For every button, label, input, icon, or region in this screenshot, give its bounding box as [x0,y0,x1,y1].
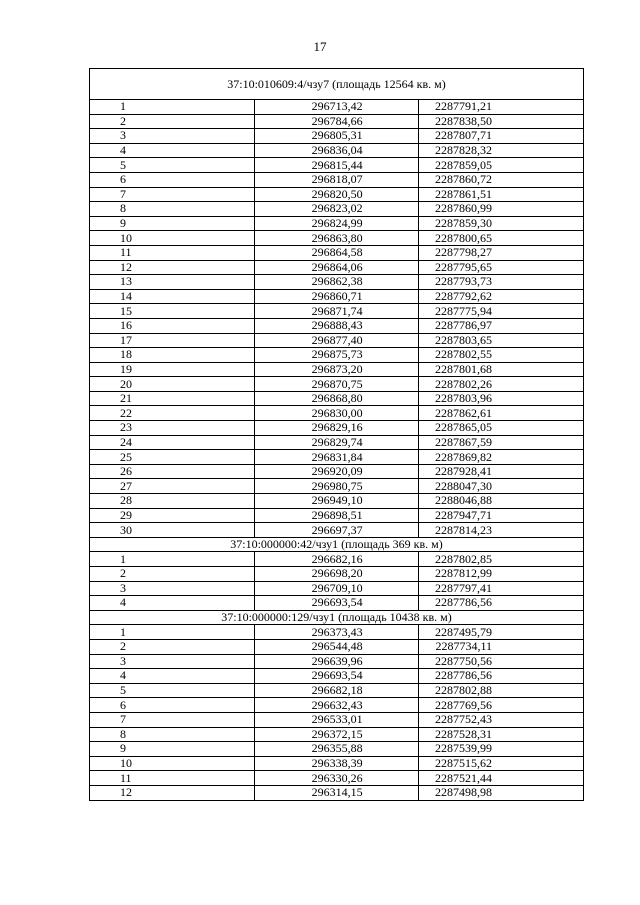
table-row [90,464,584,479]
x-coordinate-cell: 296868,80 [254,391,419,406]
point-number-cell: 3 [90,129,255,144]
point-number-cell: 3 [90,581,255,596]
x-coordinate-cell: 296823,02 [254,202,419,217]
y-coordinate-cell: 2287750,56 [419,654,584,669]
table-row [90,187,584,202]
point-number-cell: 8 [90,202,255,217]
point-number-cell: 1 [90,100,255,115]
point-number-cell: 4 [90,596,255,611]
table-row [90,639,584,654]
point-number-cell: 18 [90,348,255,363]
x-coordinate-cell: 296875,73 [254,348,419,363]
y-coordinate-cell: 2287803,65 [419,333,584,348]
point-number-cell: 11 [90,771,255,786]
point-number-cell: 11 [90,245,255,260]
y-coordinate-cell: 2287539,99 [419,742,584,757]
table-row [90,523,584,538]
table-row [90,756,584,771]
point-number-cell: 7 [90,187,255,202]
x-coordinate-cell: 296544,48 [254,639,419,654]
y-coordinate-cell: 2287791,21 [419,100,584,115]
y-coordinate-cell: 2287807,71 [419,129,584,144]
y-coordinate-cell: 2287862,61 [419,406,584,421]
point-number-cell: 19 [90,362,255,377]
x-coordinate-cell: 296632,43 [254,698,419,713]
y-coordinate-cell: 2287812,99 [419,567,584,582]
x-coordinate-cell: 296862,38 [254,275,419,290]
point-number-cell: 1 [90,625,255,640]
x-coordinate-cell: 296829,74 [254,435,419,450]
x-coordinate-cell: 296709,10 [254,581,419,596]
y-coordinate-cell: 2287861,51 [419,187,584,202]
x-coordinate-cell: 296682,18 [254,683,419,698]
table-row [90,377,584,392]
y-coordinate-cell: 2288047,30 [419,479,584,494]
point-number-cell: 5 [90,683,255,698]
point-number-cell: 7 [90,712,255,727]
y-coordinate-cell: 2287803,96 [419,391,584,406]
x-coordinate-cell: 296338,39 [254,756,419,771]
point-number-cell: 29 [90,508,255,523]
table-row [90,654,584,669]
table-row [90,712,584,727]
section-title: 37:10:010609:4/чзу7 (площадь 12564 кв. м) [90,69,584,100]
point-number-cell: 6 [90,172,255,187]
table-row [90,158,584,173]
x-coordinate-cell: 296533,01 [254,712,419,727]
table-row [90,669,584,684]
table-row [90,231,584,246]
section-header-row [90,610,584,625]
point-number-cell: 10 [90,231,255,246]
point-number-cell: 30 [90,523,255,538]
point-number-cell: 1 [90,552,255,567]
x-coordinate-cell: 296860,71 [254,289,419,304]
y-coordinate-cell: 2287528,31 [419,727,584,742]
x-coordinate-cell: 296698,20 [254,567,419,582]
table-row [90,435,584,450]
y-coordinate-cell: 2287814,23 [419,523,584,538]
x-coordinate-cell: 296949,10 [254,494,419,509]
point-number-cell: 28 [90,494,255,509]
point-number-cell: 23 [90,421,255,436]
point-number-cell: 9 [90,742,255,757]
x-coordinate-cell: 296877,40 [254,333,419,348]
table-row [90,698,584,713]
point-number-cell: 12 [90,785,255,800]
x-coordinate-cell: 296920,09 [254,464,419,479]
y-coordinate-cell: 2287838,50 [419,114,584,129]
point-number-cell: 12 [90,260,255,275]
point-number-cell: 5 [90,158,255,173]
table-row [90,771,584,786]
table-row [90,625,584,640]
x-coordinate-cell: 296863,80 [254,231,419,246]
table-row [90,304,584,319]
y-coordinate-cell: 2287769,56 [419,698,584,713]
table-row [90,129,584,144]
section-header-row [90,69,584,100]
y-coordinate-cell: 2287859,05 [419,158,584,173]
table-row [90,245,584,260]
table-row [90,362,584,377]
section-header-row [90,537,584,552]
x-coordinate-cell: 296330,26 [254,771,419,786]
x-coordinate-cell: 296824,99 [254,216,419,231]
x-coordinate-cell: 296820,50 [254,187,419,202]
point-number-cell: 26 [90,464,255,479]
point-number-cell: 8 [90,727,255,742]
x-coordinate-cell: 296373,43 [254,625,419,640]
y-coordinate-cell: 2287752,43 [419,712,584,727]
y-coordinate-cell: 2287786,56 [419,669,584,684]
table-row [90,421,584,436]
point-number-cell: 10 [90,756,255,771]
point-number-cell: 24 [90,435,255,450]
table-row [90,552,584,567]
table-row [90,172,584,187]
y-coordinate-cell: 2287947,71 [419,508,584,523]
point-number-cell: 2 [90,567,255,582]
y-coordinate-cell: 2287793,73 [419,275,584,290]
point-number-cell: 4 [90,143,255,158]
y-coordinate-cell: 2287515,62 [419,756,584,771]
y-coordinate-cell: 2287860,72 [419,172,584,187]
point-number-cell: 3 [90,654,255,669]
x-coordinate-cell: 296713,42 [254,100,419,115]
x-coordinate-cell: 296864,06 [254,260,419,275]
point-number-cell: 14 [90,289,255,304]
x-coordinate-cell: 296639,96 [254,654,419,669]
section-title: 37:10:000000:129/чзу1 (площадь 10438 кв. м) [90,610,584,625]
x-coordinate-cell: 296830,00 [254,406,419,421]
page-number: 17 [313,39,327,54]
y-coordinate-cell: 2287828,32 [419,143,584,158]
point-number-cell: 16 [90,318,255,333]
y-coordinate-cell: 2287802,85 [419,552,584,567]
y-coordinate-cell: 2287802,88 [419,683,584,698]
table-row [90,318,584,333]
y-coordinate-cell: 2287800,65 [419,231,584,246]
x-coordinate-cell: 296784,66 [254,114,419,129]
y-coordinate-cell: 2287869,82 [419,450,584,465]
x-coordinate-cell: 296870,75 [254,377,419,392]
table-row [90,275,584,290]
x-coordinate-cell: 296355,88 [254,742,419,757]
y-coordinate-cell: 2287867,59 [419,435,584,450]
table-row [90,348,584,363]
table-row [90,727,584,742]
y-coordinate-cell: 2287798,27 [419,245,584,260]
point-number-cell: 4 [90,669,255,684]
y-coordinate-cell: 2287795,65 [419,260,584,275]
point-number-cell: 13 [90,275,255,290]
point-number-cell: 15 [90,304,255,319]
x-coordinate-cell: 296864,58 [254,245,419,260]
y-coordinate-cell: 2287792,62 [419,289,584,304]
table-row [90,391,584,406]
y-coordinate-cell: 2287786,56 [419,596,584,611]
table-row [90,683,584,698]
x-coordinate-cell: 296888,43 [254,318,419,333]
x-coordinate-cell: 296898,51 [254,508,419,523]
x-coordinate-cell: 296873,20 [254,362,419,377]
x-coordinate-cell: 296697,37 [254,523,419,538]
x-coordinate-cell: 296871,74 [254,304,419,319]
x-coordinate-cell: 296818,07 [254,172,419,187]
x-coordinate-cell: 296682,16 [254,552,419,567]
table-row [90,100,584,115]
y-coordinate-cell: 2287786,97 [419,318,584,333]
y-coordinate-cell: 2287797,41 [419,581,584,596]
point-number-cell: 25 [90,450,255,465]
y-coordinate-cell: 2287860,99 [419,202,584,217]
point-number-cell: 2 [90,114,255,129]
table-row [90,479,584,494]
table-row [90,742,584,757]
y-coordinate-cell: 2287498,98 [419,785,584,800]
y-coordinate-cell: 2287928,41 [419,464,584,479]
table-row [90,581,584,596]
table-row [90,508,584,523]
table-row [90,289,584,304]
point-number-cell: 9 [90,216,255,231]
point-number-cell: 20 [90,377,255,392]
y-coordinate-cell: 2287775,94 [419,304,584,319]
table-row [90,567,584,582]
x-coordinate-cell: 296980,75 [254,479,419,494]
x-coordinate-cell: 296314,15 [254,785,419,800]
table-row [90,406,584,421]
x-coordinate-cell: 296372,15 [254,727,419,742]
table-row [90,785,584,800]
y-coordinate-cell: 2287521,44 [419,771,584,786]
y-coordinate-cell: 2288046,88 [419,494,584,509]
table-row [90,114,584,129]
table-row [90,596,584,611]
x-coordinate-cell: 296836,04 [254,143,419,158]
table-row [90,333,584,348]
x-coordinate-cell: 296829,16 [254,421,419,436]
table-row [90,260,584,275]
point-number-cell: 22 [90,406,255,421]
x-coordinate-cell: 296693,54 [254,596,419,611]
x-coordinate-cell: 296805,31 [254,129,419,144]
point-number-cell: 21 [90,391,255,406]
table-row [90,494,584,509]
x-coordinate-cell: 296831,84 [254,450,419,465]
y-coordinate-cell: 2287801,68 [419,362,584,377]
y-coordinate-cell: 2287865,05 [419,421,584,436]
point-number-cell: 6 [90,698,255,713]
y-coordinate-cell: 2287734,11 [419,639,584,654]
y-coordinate-cell: 2287802,55 [419,348,584,363]
table-row [90,216,584,231]
table-row [90,143,584,158]
point-number-cell: 2 [90,639,255,654]
section-title: 37:10:000000:42/чзу1 (площадь 369 кв. м) [90,537,584,552]
table-row [90,450,584,465]
point-number-cell: 27 [90,479,255,494]
x-coordinate-cell: 296693,54 [254,669,419,684]
y-coordinate-cell: 2287802,26 [419,377,584,392]
x-coordinate-cell: 296815,44 [254,158,419,173]
y-coordinate-cell: 2287859,30 [419,216,584,231]
y-coordinate-cell: 2287495,79 [419,625,584,640]
point-number-cell: 17 [90,333,255,348]
coordinates-table [89,68,584,801]
table-row [90,202,584,217]
coordinates-table-body [90,69,584,801]
